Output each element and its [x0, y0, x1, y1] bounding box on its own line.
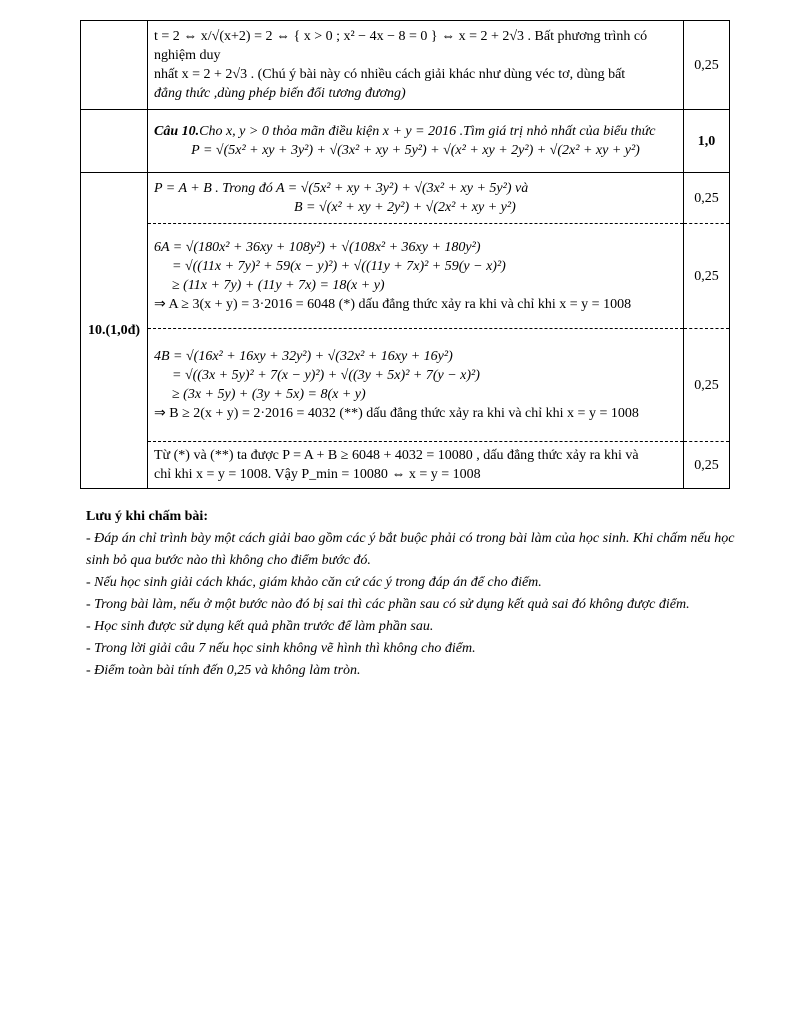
question-cell: [148, 110, 684, 173]
score-cell: 0,25: [684, 224, 730, 329]
solution-line: P = A + B . Trong đó A = √(5x² + xy + 3y²) + √(3x² + xy + 5y²) và: [154, 181, 529, 196]
table-row: [81, 110, 730, 173]
notes-title: Lưu ý khi chấm bài:: [86, 509, 208, 524]
question-label-cell: [81, 110, 148, 173]
solution-line: t = 2 ⇔ x/√(x+2) = 2 ⇔ { x > 0 ; x² − 4x − 8 = 0 } ⇔ x = 2 + 2√3 . Bất phương trình có nghiệm duy: [154, 29, 648, 63]
question-text: Cho x, y > 0 thỏa mãn điều kiện x + y = 2016 .Tìm giá trị nhỏ nhất của biểu thức: [199, 124, 656, 139]
question-number: 10.(1,0đ): [81, 173, 148, 489]
score-cell: 0,25: [684, 329, 730, 442]
solution-line: ⇒ A ≥ 3(x + y) = 3·2016 = 6048 (*) dấu đẳng thức xảy ra khi và chỉ khi x = y = 1008: [154, 297, 632, 312]
table-row: [81, 224, 730, 329]
solution-cell: [148, 173, 684, 224]
solution-cell: [148, 21, 684, 110]
question-label: Câu 10.: [154, 124, 200, 139]
note-item: - Học sinh được sử dụng kết quả phần trước để làm phần sau.: [86, 619, 434, 634]
note-item: - Nếu học sinh giải cách khác, giám khảo căn cứ các ý trong đáp án để cho điểm.: [86, 575, 542, 590]
solution-line: 6A = √(180x² + 36xy + 108y²) + √(108x² + 36xy + 180y²): [154, 240, 481, 255]
solution-line: chỉ khi x = y = 1008. Vậy P_min = 10080 ⇔ x = y = 1008: [154, 467, 481, 482]
solution-line: = √((11x + 7y)² + 59(x − y)²) + √((11y + 7x)² + 59(y − x)²): [172, 259, 506, 274]
note-item: - Đáp án chỉ trình bày một cách giải bao gồm các ý bắt buộc phải có trong bài làm của học sinh. Khi chấm nếu học sinh bỏ qua bước nào thì không cho điểm bước đó.: [86, 531, 735, 568]
solution-cell: [148, 224, 684, 329]
note-item: - Điểm toàn bài tính đến 0,25 và không làm tròn.: [86, 663, 361, 678]
solution-line: B = √(x² + xy + 2y²) + √(2x² + xy + y²): [294, 200, 516, 215]
solution-line: ≥ (3x + 5y) + (3y + 5x) = 8(x + y): [172, 387, 366, 402]
table-row: [81, 442, 730, 489]
solution-line: Từ (*) và (**) ta được P = A + B ≥ 6048 + 4032 = 10080 , dấu đẳng thức xảy ra khi và: [154, 448, 639, 463]
solution-line: ≥ (11x + 7y) + (11y + 7x) = 18(x + y): [172, 278, 385, 293]
note-item: - Trong bài làm, nếu ở một bước nào đó bị sai thì các phần sau có sử dụng kết quả sai đó không được điểm.: [86, 597, 690, 612]
solution-line: 4B = √(16x² + 16xy + 32y²) + √(32x² + 16xy + 16y²): [154, 349, 453, 364]
grading-notes: [86, 506, 736, 682]
solution-cell: [148, 442, 684, 489]
score-cell: 0,25: [684, 173, 730, 224]
solution-line: nhất x = 2 + 2√3 . (Chú ý bài này có nhiều cách giải khác như dùng véc tơ, dùng bất: [154, 67, 626, 82]
solution-line: ⇒ B ≥ 2(x + y) = 2·2016 = 4032 (**) dấu đẳng thức xảy ra khi và chỉ khi x = y = 1008: [154, 406, 639, 421]
question-formula: P = √(5x² + xy + 3y²) + √(3x² + xy + 5y²) + √(x² + xy + 2y²) + √(2x² + xy + y²): [191, 143, 640, 158]
table-row: [81, 173, 730, 224]
solution-line: = √((3x + 5y)² + 7(x − y)²) + √((3y + 5x)² + 7(y − x)²): [172, 368, 480, 383]
question-label-cell: [81, 21, 148, 110]
table-row: [81, 329, 730, 442]
points-cell: 1,0: [684, 110, 730, 173]
note-item: - Trong lời giải câu 7 nếu học sinh không vẽ hình thì không cho điểm.: [86, 641, 476, 656]
grading-table: [80, 20, 730, 489]
score-cell: 0,25: [684, 21, 730, 110]
table-row: [81, 21, 730, 110]
solution-cell: [148, 329, 684, 442]
solution-line: đẳng thức ,dùng phép biến đổi tương đương): [154, 86, 406, 101]
score-cell: 0,25: [684, 442, 730, 489]
